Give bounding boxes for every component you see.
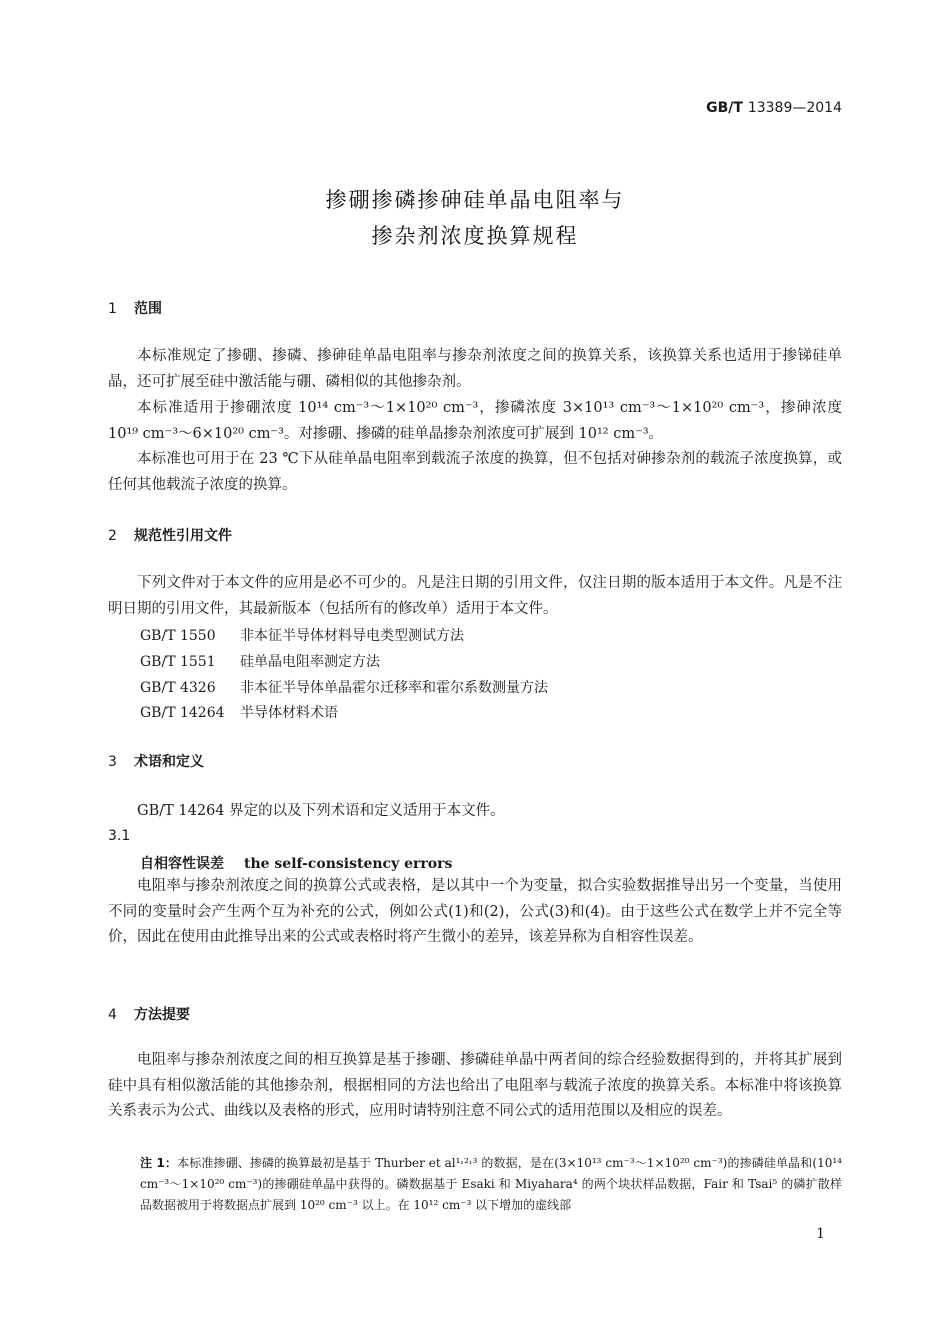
section-3-paragraph-2: 电阻率与掺杂剂浓度之间的换算公式或表格，是以其中一个为变量，拟合实验数据推导出另一个变量，当使用不同的变量时会产生两个互为补充的公式，例如公式(1)和(2)，公式(3)和(4)。由于这些公式在数学上并不完全等价，因此在使用由此推导出来的公式或表格时将产生微小的差异，该差异称为自相容性误差。 (108, 878, 842, 945)
reference-code: GB/T 4326 (140, 680, 216, 696)
reference-title: 硅单晶电阻率测定方法 (240, 654, 380, 670)
section-4-heading (108, 1004, 190, 1024)
section-number: 2 (108, 528, 117, 544)
note-label: 注 1： (140, 1156, 178, 1170)
section-1-paragraph-1: 本标准规定了掺硼、掺磷、掺砷硅单晶电阻率与掺杂剂浓度之间的换算关系，该换算关系也适用于掺锑硅单晶，还可扩展至硅中激活能与硼、磷相似的其他掺杂剂。 (108, 348, 842, 390)
reference-code: GB/T 1551 (140, 654, 216, 670)
section-title: 术语和定义 (134, 754, 204, 770)
reference-item (140, 677, 548, 697)
section-number: 1 (108, 301, 117, 317)
section-title: 范围 (134, 301, 162, 317)
reference-item (140, 625, 464, 645)
section-3-heading (108, 751, 204, 771)
reference-item (140, 651, 380, 671)
standard-number (706, 100, 842, 116)
section-4-paragraph-1: 电阻率与掺杂剂浓度之间的相互换算是基于掺硼、掺磷硅单晶中两者间的综合经验数据得到的，并将其扩展到硅中具有相似激活能的其他掺杂剂，根据相同的方法也给出了电阻率与载流子浓度的换算关系。本标准中将该换算关系表示为公式、曲线以及表格的形式，应用时请特别注意不同公式的适用范围以及相应的误差。 (108, 1052, 842, 1119)
document-title-line1: 掺硼掺磷掺砷硅单晶电阻率与 (325, 188, 625, 212)
section-3-paragraph-1: GB/T 14264 界定的以及下列术语和定义适用于本文件。 (137, 803, 505, 819)
document-title-line2: 掺杂剂浓度换算规程 (371, 224, 579, 248)
note-text: 本标准掺硼、掺磷的换算最初是基于 Thurber et al¹˒²˒³ 的数据，是在(3×10¹³ cm⁻³～1×10²⁰ cm⁻³)的掺磷硅单晶和(10¹⁴ cm⁻³～1×10²⁰ cm⁻³)的掺硼硅单晶中获得的。磷数据基于 Esaki 和 Miyahara⁴ 的两个块状样品数据，Fair 和 Tsai⁵ 的磷扩散样品数据被用于将数据点扩展到 10²⁰ cm⁻³ 以上。在 10¹² cm⁻³ 以下增加的虚线部 (140, 1156, 842, 1212)
page-number: 1 (816, 1226, 825, 1242)
section-1-heading (108, 298, 162, 318)
standard-code: 13389—2014 (747, 100, 842, 116)
section-title: 规范性引用文件 (134, 528, 232, 544)
subsection-number: 3.1 (108, 828, 131, 844)
term-english: the self-consistency errors (244, 856, 453, 872)
section-2-heading (108, 525, 232, 545)
reference-code: GB/T 14264 (140, 705, 225, 721)
section-number: 3 (108, 754, 117, 770)
section-number: 4 (108, 1007, 117, 1023)
reference-title: 非本征半导体材料导电类型测试方法 (240, 628, 464, 644)
section-1-paragraph-3: 本标准也可用于在 23 ℃下从硅单晶电阻率到载流子浓度的换算，但不包括对砷掺杂剂的载流子浓度换算，或任何其他载流子浓度的换算。 (108, 451, 842, 493)
note-1 (140, 1153, 842, 1216)
term-entry (140, 853, 452, 873)
section-2-paragraph-1: 下列文件对于本文件的应用是必不可少的。凡是注日期的引用文件，仅注日期的版本适用于本文件。凡是不注明日期的引用文件，其最新版本（包括所有的修改单）适用于本文件。 (108, 575, 842, 617)
section-title: 方法提要 (134, 1007, 190, 1023)
reference-item (140, 702, 338, 722)
reference-code: GB/T 1550 (140, 628, 216, 644)
reference-title: 半导体材料术语 (240, 705, 338, 721)
term-chinese: 自相容性误差 (140, 856, 224, 872)
section-1-paragraph-2: 本标准适用于掺硼浓度 10¹⁴ cm⁻³～1×10²⁰ cm⁻³，掺磷浓度 3×10¹³ cm⁻³～1×10²⁰ cm⁻³，掺砷浓度 10¹⁹ cm⁻³～6×10²⁰ cm⁻³。对掺硼、掺磷的硅单晶掺杂剂浓度可扩展到 10¹² cm⁻³。 (108, 400, 842, 442)
standard-prefix: GB/T (706, 100, 743, 116)
reference-title: 非本征半导体单晶霍尔迁移率和霍尔系数测量方法 (240, 680, 548, 696)
